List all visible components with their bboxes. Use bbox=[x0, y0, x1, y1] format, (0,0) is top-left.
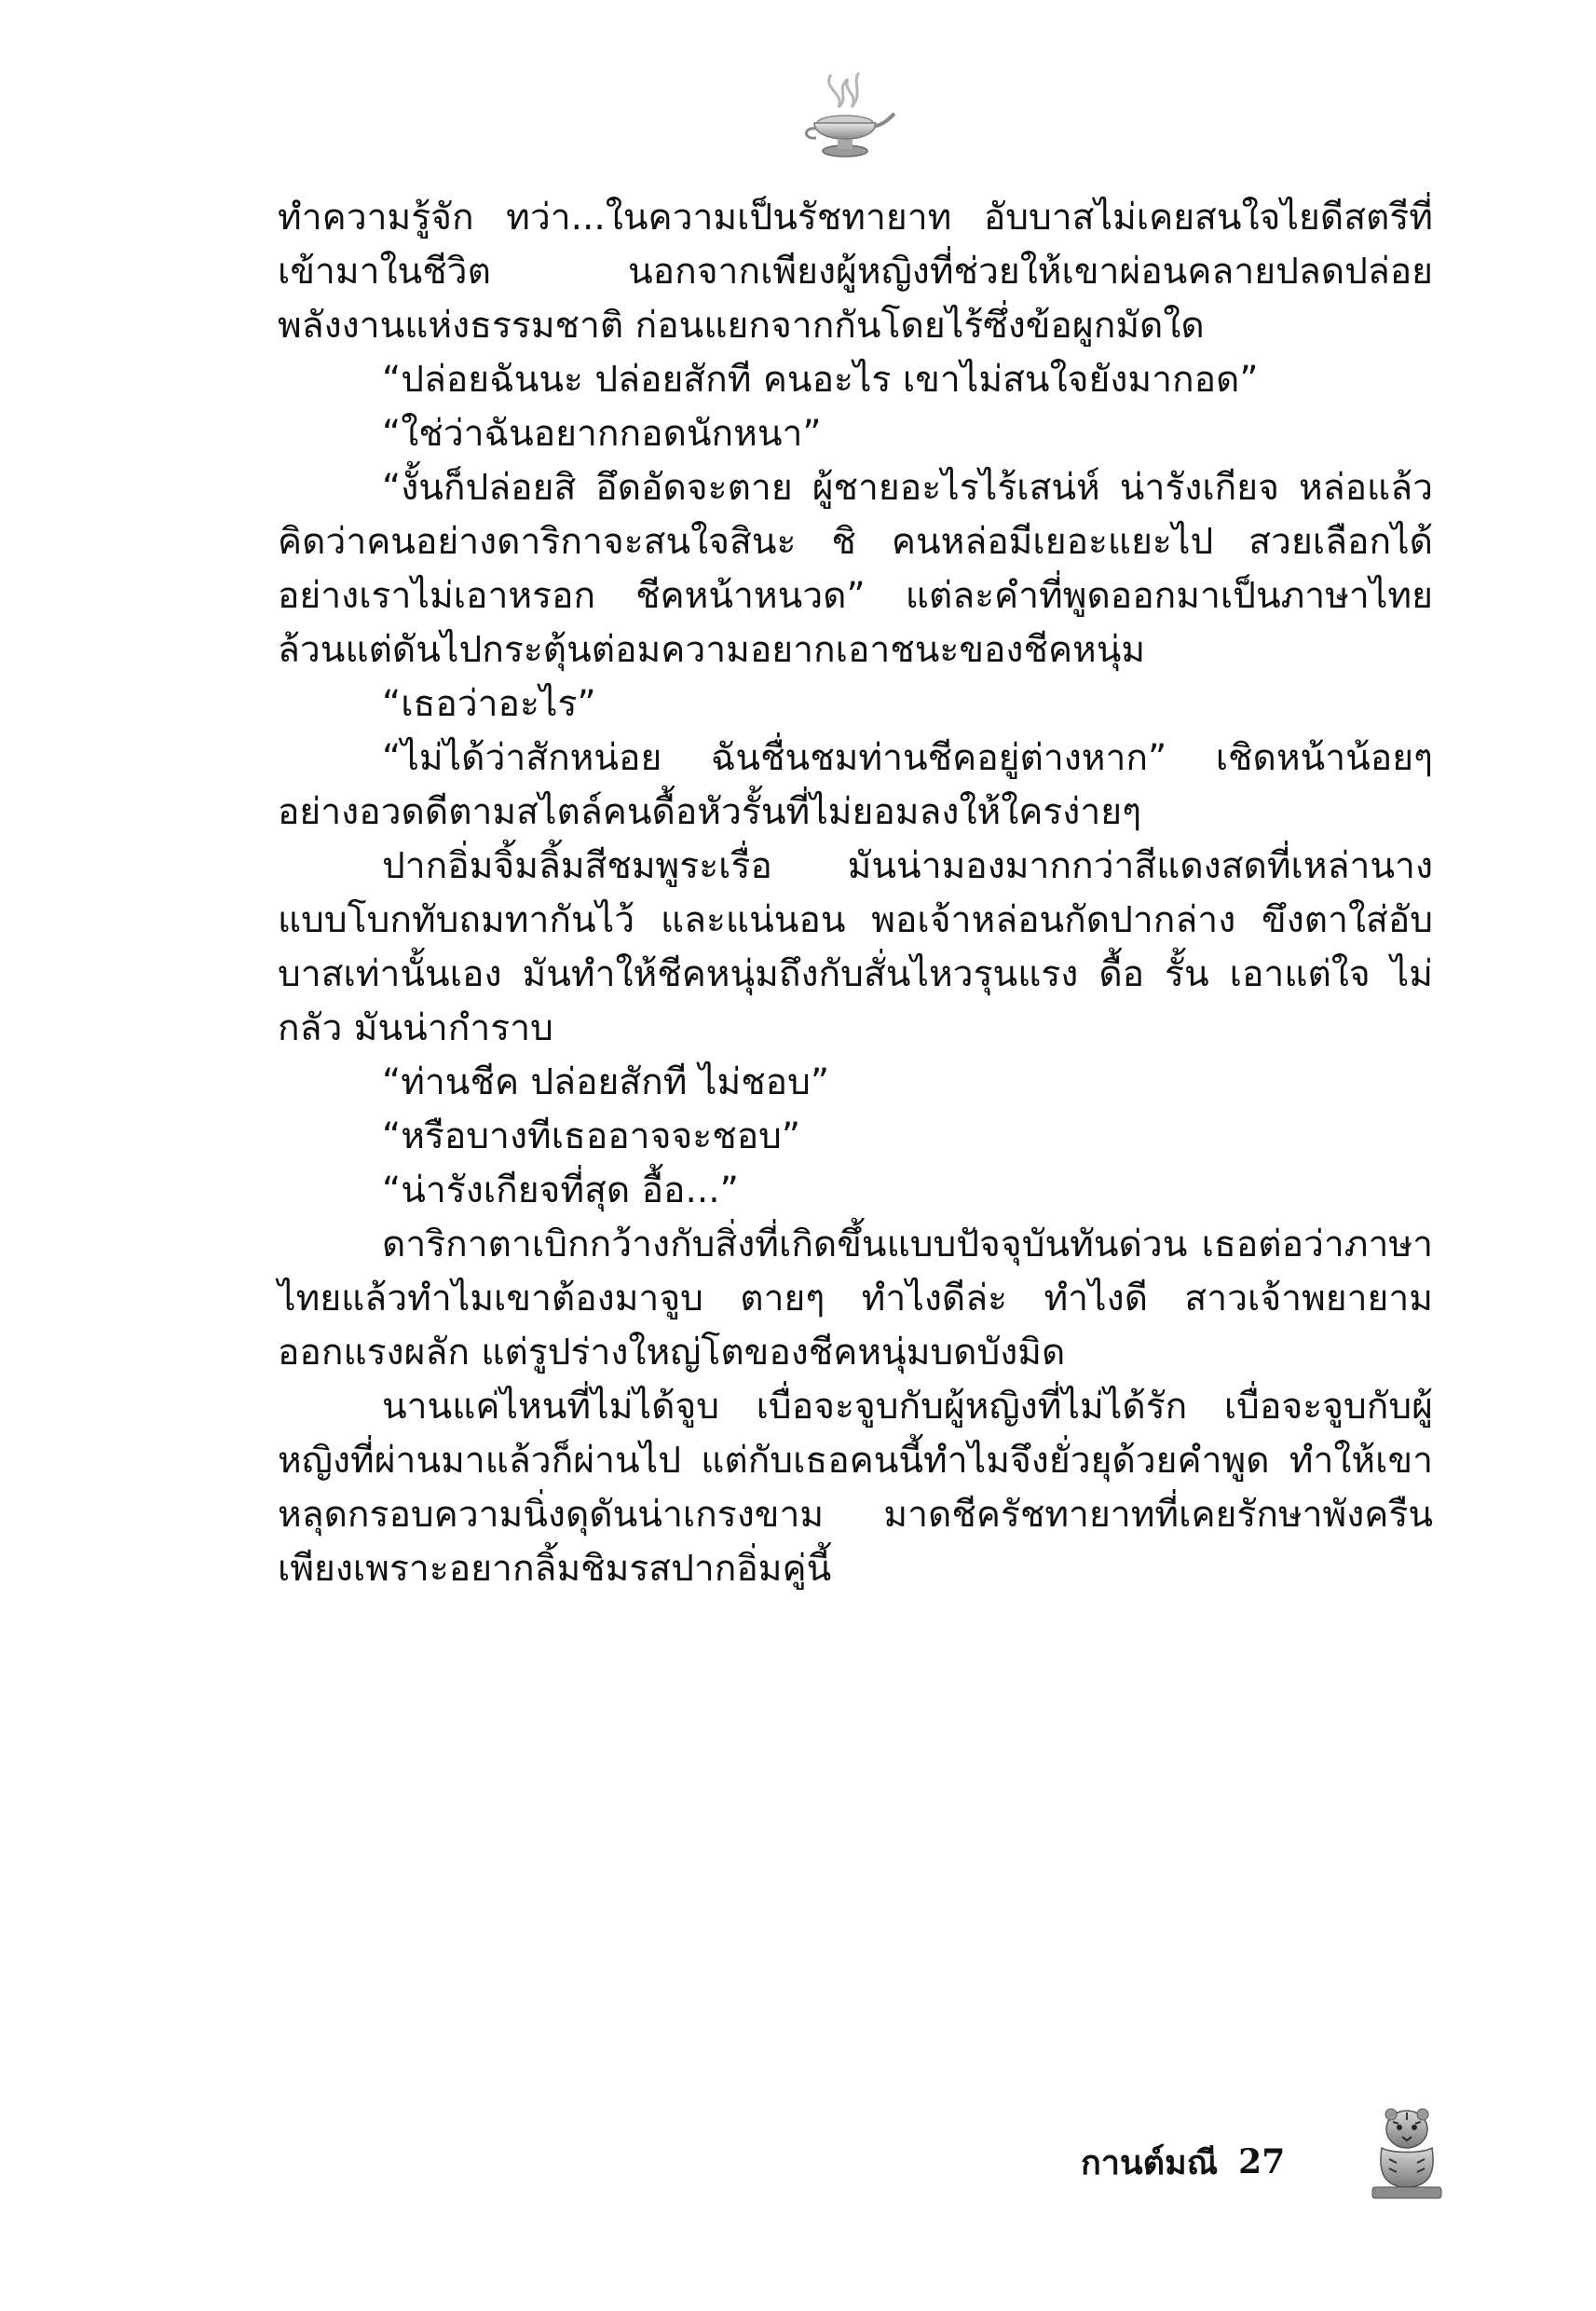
paragraph: “เธอว่าอะไร” bbox=[382, 683, 596, 725]
paragraph: “ท่านชีค ปล่อยสักที ไม่ชอบ” bbox=[382, 1061, 830, 1103]
magic-lamp-icon bbox=[794, 65, 896, 168]
author-name: กานต์มณี bbox=[1081, 2142, 1219, 2182]
page-footer bbox=[1081, 2129, 1285, 2195]
tiger-icon bbox=[1365, 2101, 1449, 2204]
paragraph: “งั้นก็ปล่อยสิ อึดอัดจะตาย ผู้ชายอะไรไร้เสน่ห์ น่ารังเกียจ หล่อแล้วคิดว่าคนอย่างดาริกาจะสนใจสินะ ชิ คนหล่อมีเยอะแยะไป สวยเลือกได้อย่างเราไม่เอาหรอก ชีคหน้าหนวด” แต่ละคำที่พูดออกมาเป็นภาษาไทยล้วนแต่ดันไปกระตุ้นต่อมความอยากเอาชนะของชีคหนุ่ม bbox=[278, 467, 1433, 671]
paragraph: นานแค่ไหนที่ไม่ได้จูบ เบื่อจะจูบกับผู้หญิงที่ไม่ได้รัก เบื่อจะจูบกับผู้หญิงที่ผ่านมาแล้วก็ผ่านไป แต่กับเธอคนนี้ทำไมจึงยั่วยุด้วยคำพูด ทำให้เขาหลุดกรอบความนิ่งดุดันน่าเกรงขาม มาดชีครัชทายาทที่เคยรักษาพังครืนเพียงเพราะอยากลิ้มชิมรสปากอิ่มคู่นี้ bbox=[278, 1386, 1433, 1590]
body-text bbox=[278, 191, 1433, 1596]
paragraph: “ใช่ว่าฉันอยากกอดนักหนา” bbox=[382, 413, 822, 455]
paragraph: ดาริกาตาเบิกกว้างกับสิ่งที่เกิดขึ้นแบบปัจจุบันทันด่วน เธอต่อว่าภาษาไทยแล้วทำไมเขาต้องมาจูบ ตายๆ ทำไงดีล่ะ ทำไงดี สาวเจ้าพยายามออกแรงผลัก แต่รูปร่างใหญ่โตของชีคหนุ่มบดบังมิด bbox=[278, 1224, 1433, 1374]
paragraph: “น่ารังเกียจที่สุด อื้อ...” bbox=[382, 1169, 739, 1211]
paragraph: ปากอิ่มจิ้มลิ้มสีชมพูระเรื่อ มันน่ามองมากกว่าสีแดงสดที่เหล่านางแบบโบกทับถมทากันไว้ และแน่นอน พอเจ้าหล่อนกัดปากล่าง ขึงตาใส่อับบาสเท่านั้นเอง มันทำให้ชีคหนุ่มถึงกับสั่นไหวรุนแรง ดื้อ รั้น เอาแต่ใจ ไม่กลัว มันน่ากำราบ bbox=[278, 845, 1433, 1049]
paragraph: “ปล่อยฉันนะ ปล่อยสักที คนอะไร เขาไม่สนใจยังมากอด” bbox=[382, 359, 1259, 401]
paragraph: “หรือบางทีเธออาจจะชอบ” bbox=[382, 1115, 801, 1157]
paragraph: ทำความรู้จัก ทว่า...ในความเป็นรัชทายาท อับบาสไม่เคยสนใจไยดีสตรีที่เข้ามาในชีวิต นอกจากเพียงผู้หญิงที่ช่วยให้เขาผ่อนคลายปลดปล่อยพลังงานแห่งธรรมชาติ ก่อนแยกจากกันโดยไร้ซึ่งข้อผูกมัดใด bbox=[278, 197, 1433, 347]
page-number: 27 bbox=[1238, 2142, 1286, 2181]
paragraph: “ไม่ได้ว่าสักหน่อย ฉันชื่นชมท่านชีคอยู่ต่างหาก” เชิดหน้าน้อยๆ อย่างอวดดีตามสไตล์คนดื้อหัวรั้นที่ไม่ยอมลงให้ใครง่ายๆ bbox=[278, 737, 1433, 833]
